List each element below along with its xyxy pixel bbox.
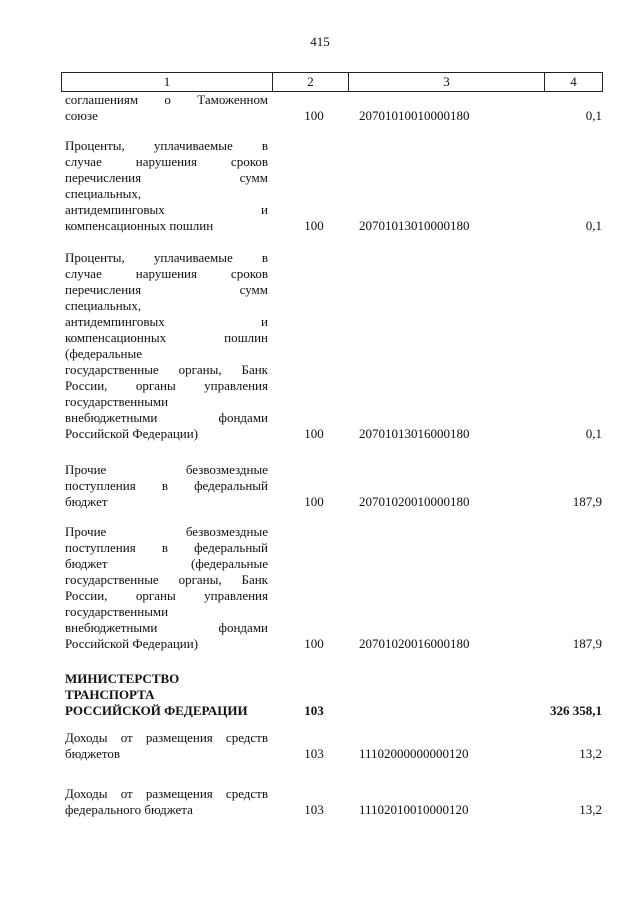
- description-line: поступления в федеральный: [65, 540, 268, 555]
- description-line: МИНИСТЕРСТВО: [65, 671, 180, 686]
- description-line: (федеральные: [65, 346, 142, 361]
- row-admin-code: 100: [304, 494, 324, 509]
- header-col-1: 1: [62, 73, 273, 91]
- description-line: государственными: [65, 394, 169, 409]
- description-line: антидемпинговых и: [65, 202, 268, 217]
- description-line: бюджет (федеральные: [65, 556, 268, 571]
- description-line: случае нарушения сроков: [65, 154, 268, 169]
- description-line: перечисления сумм: [65, 170, 268, 185]
- description-line: специальных,: [65, 298, 142, 313]
- row-budget-code: 20701010010000180: [359, 108, 470, 123]
- table-row: [65, 92, 603, 124]
- table-row: [65, 138, 603, 234]
- table-row: [65, 671, 603, 719]
- row-amount: 326 358,1: [550, 703, 602, 718]
- row-description: [65, 138, 268, 234]
- description-line: антидемпинговых и: [65, 314, 268, 329]
- description-line: случае нарушения сроков: [65, 266, 268, 281]
- description-line: Доходы от размещения средств: [65, 786, 268, 801]
- description-line: государственные органы, Банк: [65, 362, 268, 377]
- row-budget-code: 20701020016000180: [359, 636, 470, 651]
- description-line: внебюджетными фондами: [65, 620, 268, 635]
- description-line: компенсационных пошлин: [65, 218, 214, 233]
- table-row: [65, 524, 603, 652]
- description-line: компенсационных пошлин: [65, 330, 268, 345]
- description-line: союзе: [65, 108, 98, 123]
- row-budget-code: 11102000000000120: [359, 746, 469, 761]
- header-col-2: 2: [273, 73, 349, 91]
- description-line: Проценты, уплачиваемые в: [65, 250, 268, 265]
- description-line: Российской Федерации): [65, 426, 199, 441]
- description-line: ТРАНСПОРТА: [65, 687, 155, 702]
- description-line: России, органы управления: [65, 588, 268, 603]
- row-budget-code: 20701013016000180: [359, 426, 470, 441]
- row-description: [65, 92, 268, 124]
- row-amount: 0,1: [585, 218, 602, 233]
- row-admin-code: 103: [304, 746, 324, 761]
- description-line: Прочие безвозмездные: [65, 524, 268, 539]
- description-line: соглашениям о Таможенном: [65, 92, 268, 107]
- description-line: Проценты, уплачиваемые в: [65, 138, 268, 153]
- description-line: бюджетов: [65, 746, 121, 761]
- description-line: Прочие безвозмездные: [65, 462, 268, 477]
- description-line: России, органы управления: [65, 378, 268, 393]
- row-amount: 13,2: [579, 746, 602, 761]
- row-admin-code: 100: [304, 218, 324, 233]
- row-budget-code: 20701020010000180: [359, 494, 470, 509]
- table-row: [65, 462, 603, 510]
- row-amount: 187,9: [572, 636, 602, 651]
- description-line: бюджет: [65, 494, 108, 509]
- row-admin-code: 100: [304, 426, 324, 441]
- row-admin-code: 103: [304, 802, 324, 817]
- description-line: РОССИЙСКОЙ ФЕДЕРАЦИИ: [65, 703, 248, 718]
- row-admin-code: 100: [304, 636, 324, 651]
- table-row: [65, 786, 603, 818]
- description-line: специальных,: [65, 186, 142, 201]
- row-amount: 0,1: [585, 108, 602, 123]
- description-line: перечисления сумм: [65, 282, 268, 297]
- header-col-3: 3: [349, 73, 545, 91]
- row-admin-code: 103: [304, 703, 324, 718]
- row-admin-code: 100: [304, 108, 324, 123]
- description-line: Доходы от размещения средств: [65, 730, 268, 745]
- row-budget-code: 11102010010000120: [359, 802, 469, 817]
- row-description: [65, 462, 268, 510]
- description-line: Российской Федерации): [65, 636, 199, 651]
- row-amount: 0,1: [585, 426, 602, 441]
- description-line: внебюджетными фондами: [65, 410, 268, 425]
- table-row: [65, 250, 603, 442]
- description-line: федерального бюджета: [65, 802, 193, 817]
- row-budget-code: 20701013010000180: [359, 218, 470, 233]
- row-description: [65, 671, 268, 719]
- row-description: [65, 730, 268, 762]
- row-description: [65, 250, 268, 442]
- page-number: 415: [310, 34, 330, 49]
- row-amount: 187,9: [572, 494, 602, 509]
- table-row: [65, 730, 603, 762]
- description-line: государственные органы, Банк: [65, 572, 268, 587]
- header-col-4: 4: [570, 74, 577, 89]
- row-amount: 13,2: [579, 802, 602, 817]
- description-line: государственными: [65, 604, 169, 619]
- description-line: поступления в федеральный: [65, 478, 268, 493]
- row-description: [65, 786, 268, 818]
- row-description: [65, 524, 268, 652]
- table-header: [61, 72, 603, 92]
